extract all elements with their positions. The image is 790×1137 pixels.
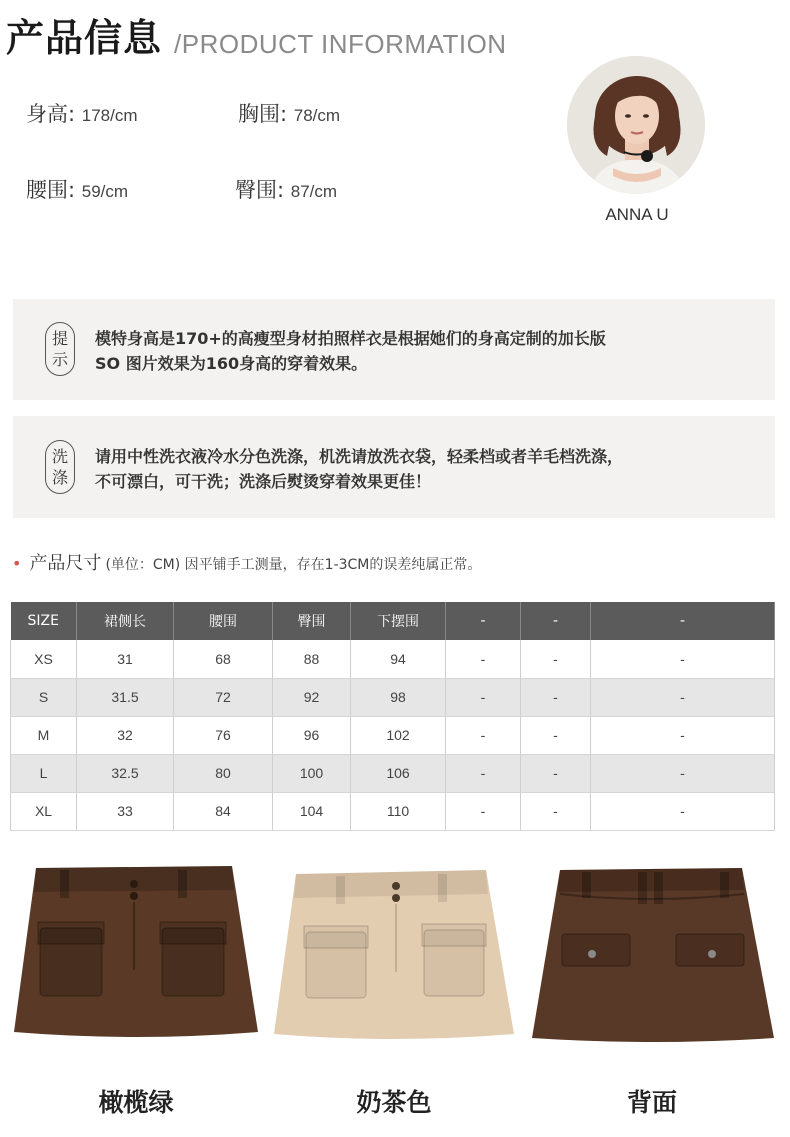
- page-title: 产品信息: [6, 16, 163, 60]
- table-header-cell: 腰围: [174, 602, 273, 640]
- model-height: [26, 100, 138, 130]
- table-row: [11, 754, 775, 792]
- table-cell: -: [521, 792, 591, 830]
- waist-label: 腰围:: [26, 178, 76, 202]
- table-cell: 68: [174, 640, 273, 678]
- table-cell: L: [11, 754, 77, 792]
- table-cell: 92: [273, 678, 351, 716]
- notice-badge-wash: [45, 440, 75, 494]
- table-cell: -: [591, 716, 775, 754]
- model-name: ANNA U: [605, 205, 669, 224]
- model-waist: [26, 176, 128, 206]
- notice-line: 模特身高是170+的高瘦型身材拍照样衣是根据她们的身高定制的加长版: [95, 329, 606, 348]
- bust-label: 胸围:: [238, 102, 288, 126]
- size-table: [10, 602, 775, 831]
- badge-char: 涤: [51, 468, 68, 487]
- notice-badge-tip: [45, 322, 75, 376]
- model-portrait-image: [567, 56, 705, 194]
- table-header-cell: SIZE: [11, 602, 77, 640]
- table-cell: -: [446, 716, 521, 754]
- product-caption-milktea: 奶茶色: [356, 1088, 432, 1117]
- table-header-cell: 裙侧长: [77, 602, 174, 640]
- table-cell: 100: [273, 754, 351, 792]
- table-header-cell: -: [521, 602, 591, 640]
- table-row: [11, 678, 775, 716]
- model-hip: [235, 176, 337, 206]
- table-cell: 110: [351, 792, 446, 830]
- table-cell: S: [11, 678, 77, 716]
- table-cell: 31.5: [77, 678, 174, 716]
- badge-char: 提: [51, 329, 68, 348]
- table-header-cell: -: [591, 602, 775, 640]
- table-cell: 96: [273, 716, 351, 754]
- bullet-icon: •: [12, 554, 22, 573]
- notice-fit: [13, 299, 775, 400]
- badge-char: 洗: [51, 447, 68, 466]
- model-avatar: [567, 56, 705, 194]
- waist-value: 59/cm: [81, 182, 129, 201]
- table-cell: -: [446, 678, 521, 716]
- size-section-header: [12, 551, 481, 578]
- skirt-brown-back-image: [530, 860, 775, 1045]
- table-cell: 33: [77, 792, 174, 830]
- table-cell: -: [521, 678, 591, 716]
- table-cell: XS: [11, 640, 77, 678]
- skirt-beige-front-image: [272, 860, 517, 1045]
- table-cell: -: [591, 678, 775, 716]
- table-cell: -: [521, 716, 591, 754]
- table-cell: 80: [174, 754, 273, 792]
- table-header-cell: 下摆围: [351, 602, 446, 640]
- table-cell: 98: [351, 678, 446, 716]
- table-header-cell: -: [446, 602, 521, 640]
- table-cell: -: [591, 754, 775, 792]
- table-cell: 32.5: [77, 754, 174, 792]
- table-cell: 84: [174, 792, 273, 830]
- page-subtitle: /PRODUCT INFORMATION: [174, 29, 507, 59]
- table-cell: -: [446, 754, 521, 792]
- model-bust: [238, 100, 340, 130]
- table-cell: 32: [77, 716, 174, 754]
- notice-washing: [13, 416, 775, 518]
- bust-value: 78/cm: [293, 106, 341, 125]
- table-cell: -: [446, 792, 521, 830]
- table-cell: -: [521, 640, 591, 678]
- table-cell: 88: [273, 640, 351, 678]
- height-label: 身高:: [26, 102, 76, 126]
- table-cell: 31: [77, 640, 174, 678]
- table-cell: 106: [351, 754, 446, 792]
- hip-value: 87/cm: [290, 182, 338, 201]
- skirt-brown-front-image: [14, 860, 259, 1045]
- hip-label: 臀围:: [235, 178, 285, 202]
- table-cell: 102: [351, 716, 446, 754]
- table-header-cell: 臀围: [273, 602, 351, 640]
- table-cell: 94: [351, 640, 446, 678]
- table-cell: 72: [174, 678, 273, 716]
- height-value: 178/cm: [81, 106, 138, 125]
- table-cell: 76: [174, 716, 273, 754]
- table-row: [11, 640, 775, 678]
- size-section-title: 产品尺寸: [29, 553, 102, 574]
- table-cell: -: [521, 754, 591, 792]
- product-caption-olive: 橄榄绿: [98, 1088, 174, 1117]
- table-row: [11, 792, 775, 830]
- table-cell: -: [591, 792, 775, 830]
- table-cell: M: [11, 716, 77, 754]
- table-row: [11, 716, 775, 754]
- notice-text: [95, 444, 623, 494]
- notice-line: 不可漂白，可干洗；洗涤后熨烫穿着效果更佳！: [95, 472, 432, 491]
- notice-text: [95, 326, 606, 376]
- table-header-row: [11, 602, 775, 640]
- size-section-note: (单位：CM) 因平铺手工测量，存在1-3CM的误差纯属正常。: [105, 557, 482, 573]
- table-cell: 104: [273, 792, 351, 830]
- table-cell: -: [591, 640, 775, 678]
- notice-line: 请用中性洗衣液冷水分色洗涤，机洗请放洗衣袋，轻柔档或者羊毛档洗涤，: [95, 447, 624, 466]
- table-cell: -: [446, 640, 521, 678]
- product-caption-back: 背面: [626, 1088, 677, 1117]
- badge-char: 示: [51, 350, 68, 369]
- notice-line: SO 图片效果为160身高的穿着效果。: [95, 354, 368, 373]
- table-cell: XL: [11, 792, 77, 830]
